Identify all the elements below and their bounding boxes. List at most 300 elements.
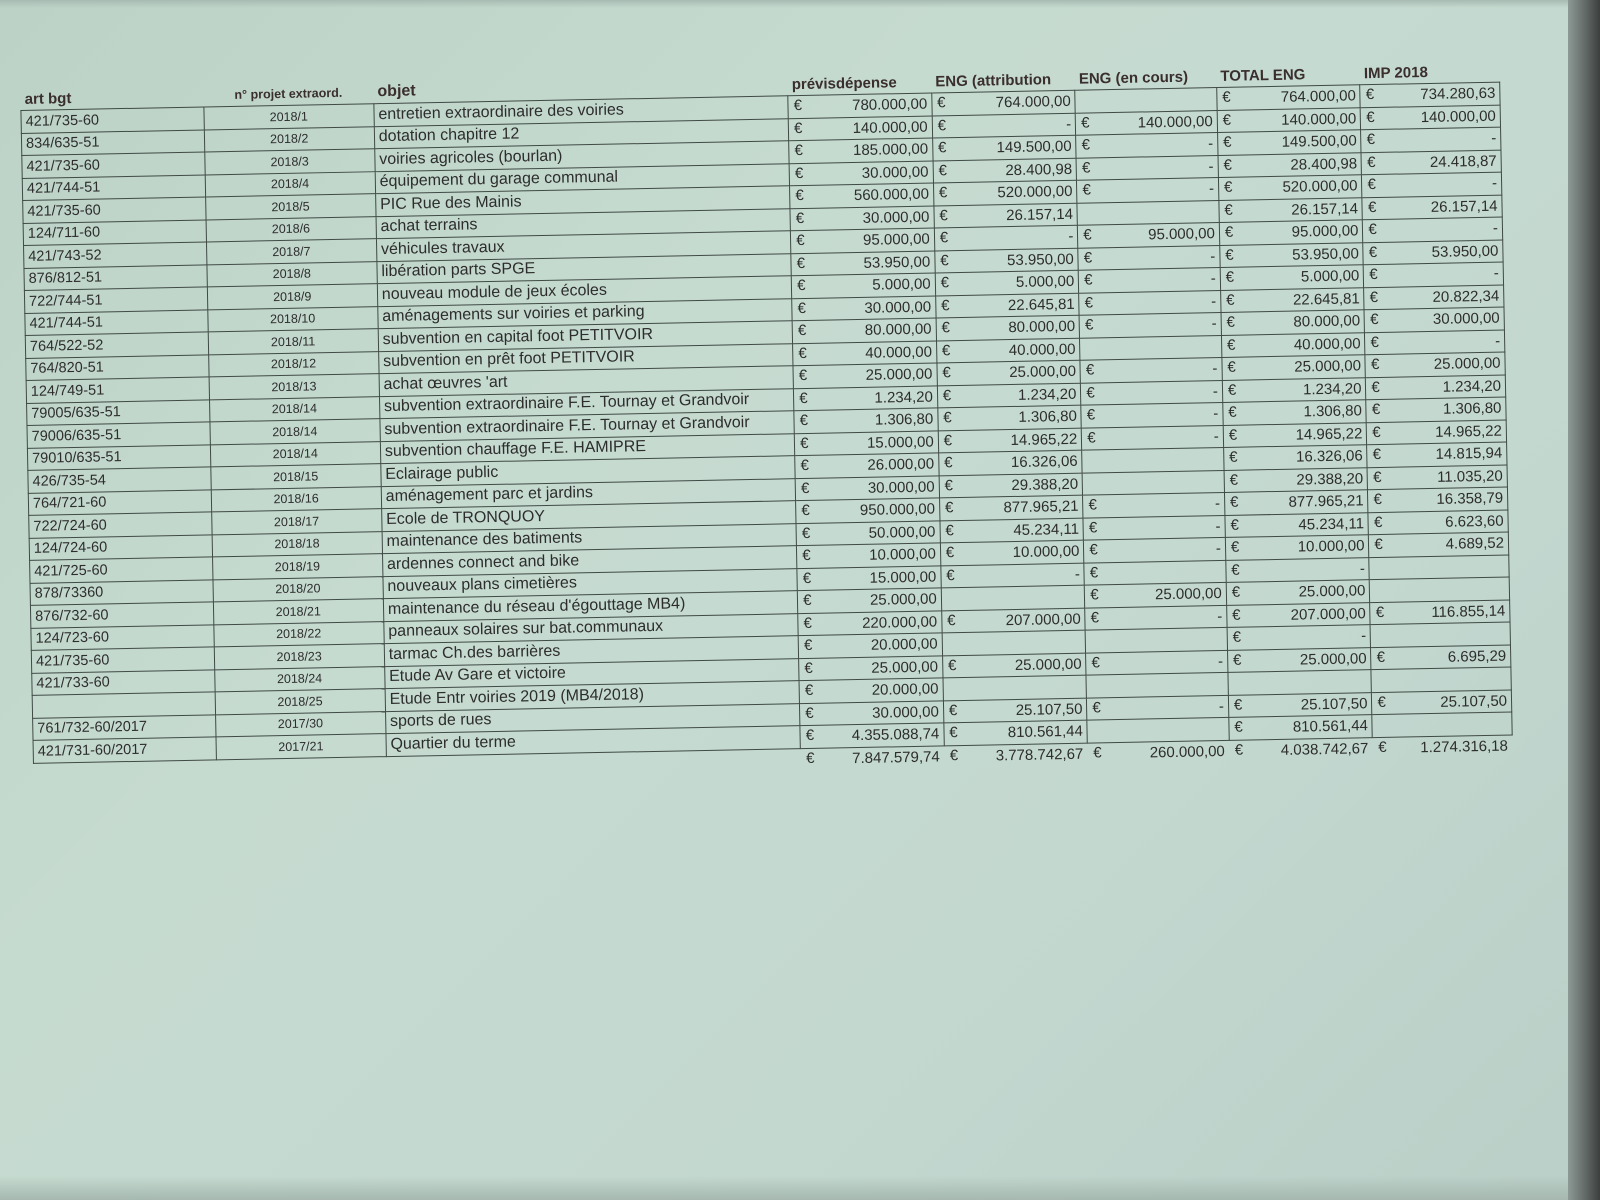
project-number-cell: 2017/30: [215, 711, 386, 737]
amount-value: 4.038.742,67: [1280, 739, 1369, 759]
euro-symbol: €: [1371, 378, 1380, 396]
project-number-cell: 2018/8: [206, 261, 377, 287]
euro-symbol: €: [798, 344, 807, 362]
amount-value: 810.561,44: [1292, 717, 1369, 736]
euro-symbol: €: [802, 569, 812, 587]
imp-2018-cell: [1369, 555, 1509, 580]
total-eng-cell: [1228, 670, 1372, 695]
object-cell: tarmac Ch.des barrières: [384, 636, 799, 666]
amount-value: -: [1214, 495, 1221, 513]
amount-value: 1.234,20: [1442, 377, 1502, 396]
eng-attribution-cell: [936, 315, 1080, 340]
eng-attribution-cell: [939, 473, 1083, 498]
project-number-cell: 2018/18: [212, 531, 383, 557]
imp-2018-cell: [1371, 667, 1511, 692]
budget-table: [20, 60, 1513, 786]
euro-symbol: €: [1086, 383, 1095, 402]
amount-value: -: [1494, 332, 1501, 350]
project-number-cell: 2018/15: [210, 464, 381, 490]
eng-en-cours-cell: [1076, 155, 1218, 180]
eng-en-cours-cell: [1075, 110, 1217, 135]
art-bgt-cell: 124/724-60: [29, 534, 212, 560]
imp-2018-cell: [1372, 712, 1512, 737]
total-eng-cell: [1229, 715, 1373, 740]
amount-value: 10.000,00: [1297, 537, 1365, 556]
euro-symbol: €: [1088, 518, 1098, 537]
amount-value: 140.000,00: [1281, 110, 1357, 129]
euro-symbol: €: [1371, 400, 1381, 419]
project-number-cell: 2018/14: [210, 419, 381, 445]
amount-value: 80.000,00: [1293, 312, 1361, 331]
amount-value: -: [1493, 264, 1499, 282]
amount-value: 1.306,80: [1303, 402, 1363, 421]
art-bgt-cell: 421/735-60: [31, 647, 214, 673]
amount-value: 30.000,00: [862, 208, 930, 227]
amount-value: 810.561,44: [1007, 722, 1084, 742]
amount-value: 14.965,22: [1295, 425, 1363, 444]
header-eng-attribution: ENG (attribution: [935, 70, 1052, 90]
euro-symbol: €: [941, 319, 951, 337]
total-eng-cell: [1222, 377, 1366, 402]
project-number-cell: 2018/14: [210, 441, 381, 467]
amount-value: 560.000,00: [853, 185, 930, 205]
euro-symbol: €: [800, 456, 810, 475]
imp-2018-cell: [1360, 82, 1500, 107]
amount-value: 16.326,06: [1010, 453, 1078, 472]
eng-en-cours-cell: [1084, 560, 1226, 585]
table-body: [21, 82, 1513, 785]
art-bgt-cell: 421/735-60: [21, 107, 204, 133]
forecast-amount-cell: [793, 340, 937, 365]
euro-symbol: €: [797, 321, 807, 340]
total-eng-cell: [1227, 602, 1371, 627]
euro-symbol: €: [1091, 653, 1101, 672]
total-total-cell: [1229, 737, 1373, 762]
art-bgt-cell: 764/522-52: [25, 332, 208, 358]
eng-en-cours-cell: [1085, 605, 1227, 630]
amount-value: 95.000,00: [1291, 222, 1359, 241]
art-bgt-cell: 124/749-51: [26, 377, 209, 403]
imp-2018-cell: [1367, 442, 1507, 467]
imp-2018-cell: [1364, 262, 1504, 287]
euro-symbol: €: [802, 546, 811, 565]
screen-right-frame: [1568, 0, 1600, 1200]
object-cell: maintenance des batiments: [382, 523, 797, 553]
amount-value: 22.645,81: [1292, 290, 1360, 309]
eng-attribution-cell: [941, 563, 1085, 588]
object-cell: aménagement parc et jardins: [381, 478, 796, 508]
amount-value: 29.388,20: [1011, 475, 1079, 494]
amount-value: 30.000,00: [1432, 309, 1500, 329]
euro-symbol: €: [1225, 268, 1235, 286]
project-number-cell: 2018/4: [205, 171, 376, 197]
forecast-amount-cell: [789, 138, 933, 163]
euro-symbol: €: [1084, 316, 1094, 334]
euro-symbol: €: [793, 119, 803, 137]
forecast-amount-cell: [791, 273, 935, 298]
euro-symbol: €: [1093, 743, 1102, 762]
euro-symbol: €: [1224, 223, 1234, 241]
eng-en-cours-cell: [1082, 425, 1224, 450]
object-cell: Ecole de TRONQUOY: [381, 501, 796, 531]
euro-symbol: €: [938, 184, 948, 202]
amount-value: 950.000,00: [859, 500, 936, 520]
amount-value: 764.000,00: [1280, 87, 1357, 107]
total-eng-cell: [1227, 625, 1371, 650]
imp-2018-cell: [1361, 105, 1501, 130]
amount-value: 40.000,00: [1008, 340, 1076, 359]
eng-en-cours-cell: [1087, 717, 1229, 742]
amount-value: -: [1210, 247, 1216, 265]
eng-attribution-cell: [944, 720, 1088, 745]
header-object: objet: [377, 82, 416, 101]
amount-value: -: [1068, 228, 1074, 246]
amount-value: 45.234,11: [1013, 520, 1080, 539]
amount-value: 149.500,00: [996, 138, 1072, 157]
euro-symbol: €: [945, 544, 955, 562]
object-cell: PIC Rue des Mainis: [375, 186, 790, 216]
amount-value: 5.000,00: [872, 275, 931, 294]
art-bgt-cell: 421/731-60/2017: [33, 737, 216, 763]
euro-symbol: €: [1373, 513, 1383, 531]
eng-attribution-cell: [933, 180, 1077, 205]
amount-value: -: [1359, 560, 1366, 578]
euro-symbol: €: [1234, 741, 1244, 759]
euro-symbol: €: [946, 566, 955, 584]
imp-2018-cell: [1365, 352, 1505, 377]
object-cell: achat terrains: [376, 208, 791, 238]
euro-symbol: €: [1229, 493, 1239, 511]
euro-symbol: €: [1092, 698, 1101, 717]
amount-value: 24.418,87: [1429, 152, 1497, 171]
euro-symbol: €: [1090, 586, 1099, 604]
project-number-cell: 2018/2: [204, 126, 375, 152]
euro-symbol: €: [1088, 496, 1098, 514]
amount-value: 1.274.316,18: [1420, 737, 1509, 756]
header-imp-2018: IMP 2018: [1363, 63, 1428, 82]
amount-value: 95.000,00: [1147, 225, 1216, 244]
forecast-amount-cell: [790, 183, 934, 208]
amount-value: -: [1361, 627, 1367, 645]
amount-value: 734.280,63: [1420, 84, 1496, 104]
eng-attribution-cell: [932, 135, 1076, 160]
total-prev-cell: [800, 745, 944, 770]
amount-value: 780.000,00: [852, 95, 928, 115]
eng-en-cours-cell: [1083, 515, 1225, 540]
eng-attribution-cell: [938, 450, 1082, 475]
eng-attribution-cell: [942, 630, 1086, 655]
eng-attribution-cell: [941, 608, 1085, 633]
amount-value: 14.965,22: [1010, 430, 1078, 449]
eng-attribution-cell: [938, 405, 1082, 430]
total-eng-cell: [1220, 265, 1364, 290]
object-cell: Quartier du terme: [386, 726, 801, 756]
euro-symbol: €: [1089, 541, 1098, 559]
euro-symbol: €: [1090, 608, 1100, 627]
total-eng-cell: [1225, 512, 1369, 537]
euro-symbol: €: [796, 276, 806, 295]
euro-symbol: €: [1367, 175, 1377, 194]
amount-value: -: [1210, 270, 1216, 288]
amount-value: 22.645,81: [1007, 295, 1075, 314]
imp-2018-cell: [1367, 465, 1507, 490]
euro-symbol: €: [945, 521, 954, 539]
forecast-amount-cell: [799, 655, 943, 680]
eng-en-cours-cell: [1082, 447, 1224, 472]
total-eng-cell: [1217, 107, 1361, 132]
euro-symbol: €: [1374, 535, 1383, 554]
total-eng-cell: [1228, 692, 1372, 717]
object-cell: aménagements sur voiries et parking: [378, 298, 793, 328]
amount-value: 10.000,00: [868, 545, 937, 565]
euro-symbol: €: [1084, 293, 1094, 312]
imp-2018-cell: [1363, 240, 1503, 265]
amount-value: -: [1491, 129, 1497, 148]
eng-en-cours-cell: [1079, 267, 1221, 292]
amount-value: -: [1218, 697, 1225, 715]
eng-en-cours-cell: [1086, 672, 1228, 697]
project-number-cell: 2018/7: [206, 239, 377, 265]
total-eng-cell: [1219, 220, 1363, 245]
project-number-cell: 2018/14: [209, 396, 380, 422]
euro-symbol: €: [1225, 246, 1234, 264]
amount-value: 53.950,00: [863, 253, 931, 272]
euro-symbol: €: [795, 209, 805, 227]
project-number-cell: 2018/20: [213, 576, 384, 602]
euro-symbol: €: [1365, 86, 1375, 104]
amount-value: 20.000,00: [871, 680, 939, 700]
amount-value: 25.107,50: [1300, 694, 1368, 714]
forecast-amount-cell: [800, 723, 944, 748]
amount-value: 25.000,00: [1154, 585, 1222, 604]
euro-symbol: €: [797, 299, 807, 317]
euro-symbol: €: [1089, 563, 1099, 582]
imp-2018-cell: [1365, 330, 1505, 355]
amount-value: 26.157,14: [1006, 205, 1074, 224]
amount-value: 28.400,98: [1005, 160, 1073, 179]
object-cell: nouveaux plans cimetières: [383, 568, 798, 598]
euro-symbol: €: [946, 611, 956, 629]
total-eng-cell: [1227, 647, 1371, 672]
eng-en-cours-cell: [1083, 492, 1225, 517]
amount-value: 185.000,00: [852, 140, 929, 160]
imp-2018-cell: [1363, 217, 1503, 242]
amount-value: 40.000,00: [1293, 335, 1361, 354]
euro-symbol: €: [944, 476, 954, 494]
amount-value: 25.000,00: [871, 658, 939, 677]
imp-2018-cell: [1367, 420, 1507, 445]
forecast-amount-cell: [795, 453, 939, 478]
project-number-cell: 2018/12: [208, 351, 379, 377]
euro-symbol: €: [1229, 448, 1238, 466]
amount-value: 53.950,00: [1431, 242, 1499, 261]
eng-en-cours-cell: [1078, 223, 1220, 248]
amount-value: 1.306,80: [1442, 399, 1502, 418]
amount-value: 6.623,60: [1445, 512, 1504, 531]
object-cell: sports de rues: [385, 703, 800, 733]
euro-symbol: €: [1227, 381, 1237, 399]
amount-value: 26.000,00: [867, 455, 935, 475]
euro-symbol: €: [938, 161, 948, 179]
art-bgt-cell: 421/725-60: [30, 557, 213, 583]
forecast-amount-cell: [795, 475, 939, 500]
euro-symbol: €: [1232, 651, 1242, 669]
eng-en-cours-cell: [1079, 290, 1221, 315]
total-eng-cell: [1221, 332, 1365, 357]
euro-symbol: €: [1369, 310, 1379, 329]
eng-attribution-cell: [935, 270, 1079, 295]
amount-value: 5.000,00: [1015, 273, 1075, 292]
amount-value: 4.689,52: [1445, 534, 1505, 553]
eng-en-cours-cell: [1078, 245, 1220, 270]
amount-value: 25.000,00: [1299, 650, 1367, 669]
eng-en-cours-cell: [1081, 380, 1223, 405]
art-bgt-cell: 421/735-60: [23, 197, 206, 223]
euro-symbol: €: [1223, 178, 1233, 196]
art-bgt-cell: 124/723-60: [31, 624, 214, 650]
forecast-amount-cell: [798, 633, 942, 658]
euro-symbol: €: [795, 186, 804, 205]
amount-value: 1.306,80: [1018, 408, 1077, 427]
total-eng-cell: [1218, 152, 1362, 177]
euro-symbol: €: [804, 659, 813, 677]
art-bgt-cell: 764/820-51: [26, 354, 209, 380]
amount-value: -: [1492, 219, 1499, 237]
amount-value: 4.355.088,74: [851, 725, 940, 745]
euro-symbol: €: [1369, 288, 1379, 306]
amount-value: 16.358,79: [1436, 489, 1504, 509]
amount-value: 15.000,00: [866, 433, 934, 452]
project-number-cell: 2018/25: [215, 689, 386, 715]
euro-symbol: €: [799, 411, 809, 430]
imp-2018-cell: [1370, 599, 1510, 624]
euro-symbol: €: [800, 479, 810, 497]
euro-symbol: €: [1222, 133, 1232, 151]
euro-symbol: €: [1373, 490, 1383, 509]
screen-top-edge: [0, 0, 1568, 8]
euro-symbol: €: [1372, 468, 1382, 486]
amount-value: 140.000,00: [1420, 107, 1496, 126]
imp-2018-cell: [1362, 195, 1502, 220]
forecast-amount-cell: [789, 160, 933, 185]
imp-2018-cell: [1361, 127, 1501, 152]
amount-value: 520.000,00: [997, 183, 1073, 202]
object-cell: Eclairage public: [381, 456, 796, 486]
euro-symbol: €: [1366, 108, 1375, 126]
euro-symbol: €: [806, 749, 815, 767]
total-att-cell: [944, 743, 1088, 768]
empty-cell: [216, 756, 387, 782]
project-number-cell: 2018/1: [203, 104, 374, 130]
euro-symbol: €: [802, 591, 812, 610]
amount-value: 1.234,20: [1017, 385, 1077, 404]
euro-symbol: €: [796, 231, 805, 250]
amount-value: 149.500,00: [1281, 132, 1357, 152]
eng-en-cours-cell: [1086, 650, 1228, 675]
euro-symbol: €: [1081, 136, 1091, 154]
eng-attribution-cell: [934, 225, 1078, 250]
euro-symbol: €: [1086, 406, 1096, 424]
amount-value: 25.107,50: [1015, 700, 1083, 719]
euro-symbol: €: [1228, 403, 1237, 421]
imp-2018-cell: [1370, 622, 1510, 647]
amount-value: 140.000,00: [852, 118, 928, 137]
total-eng-cell: [1220, 242, 1364, 267]
eng-en-cours-cell: [1082, 470, 1224, 495]
project-number-cell: 2018/16: [211, 486, 382, 512]
euro-symbol: €: [939, 229, 949, 247]
eng-en-cours-cell: [1084, 537, 1226, 562]
euro-symbol: €: [1369, 265, 1378, 284]
euro-symbol: €: [1370, 333, 1380, 351]
euro-symbol: €: [1232, 628, 1242, 646]
screen-bottom-edge: [0, 1176, 1568, 1200]
euro-symbol: €: [805, 704, 814, 722]
euro-symbol: €: [1372, 445, 1382, 464]
total-eng-cell: [1217, 130, 1361, 155]
euro-symbol: €: [1225, 291, 1235, 309]
forecast-amount-cell: [793, 363, 937, 388]
total-eng-cell: [1222, 355, 1366, 380]
amount-value: 140.000,00: [1137, 112, 1213, 132]
amount-value: 40.000,00: [865, 343, 933, 362]
amount-value: -: [1207, 135, 1214, 153]
project-number-cell: 2018/11: [208, 329, 379, 355]
euro-symbol: €: [942, 386, 952, 404]
amount-value: 15.000,00: [869, 568, 937, 587]
total-eng-cell: [1219, 197, 1363, 222]
total-eng-cell: [1218, 175, 1362, 200]
amount-value: 26.157,14: [1291, 200, 1359, 219]
header-total-eng: TOTAL ENG: [1220, 65, 1306, 85]
amount-value: -: [1211, 315, 1217, 333]
amount-value: -: [1217, 607, 1223, 625]
euro-symbol: €: [1226, 313, 1236, 331]
amount-value: -: [1213, 427, 1219, 445]
object-cell: ardennes connect and bike: [382, 546, 797, 576]
euro-symbol: €: [1082, 181, 1091, 199]
euro-symbol: €: [1378, 738, 1387, 756]
forecast-amount-cell: [797, 588, 941, 613]
euro-symbol: €: [949, 746, 959, 764]
art-bgt-cell: 79005/635-51: [27, 399, 210, 425]
art-bgt-cell: 764/721-60: [28, 489, 211, 515]
imp-2018-cell: [1371, 644, 1511, 669]
euro-symbol: €: [1223, 156, 1233, 174]
total-eng-cell: [1220, 287, 1364, 312]
amount-value: 5.000,00: [1300, 267, 1360, 286]
eng-attribution-cell: [938, 428, 1082, 453]
forecast-amount-cell: [797, 543, 941, 568]
amount-value: 53.950,00: [1291, 245, 1360, 264]
amount-value: 25.000,00: [865, 365, 933, 385]
amount-value: 20.822,34: [1432, 287, 1500, 306]
euro-symbol: €: [1232, 606, 1241, 624]
eng-attribution-cell: [936, 338, 1080, 363]
amount-value: -: [1213, 405, 1219, 423]
art-bgt-cell: 421/735-60: [22, 152, 205, 178]
art-bgt-cell: 722/744-51: [24, 287, 207, 313]
project-number-cell: 2018/23: [214, 644, 385, 670]
euro-symbol: €: [798, 366, 808, 385]
euro-symbol: €: [804, 681, 814, 700]
empty-cell: [33, 759, 216, 785]
object-cell: subvention en prêt foot PETITVOIR: [378, 343, 793, 373]
amount-value: 25.000,00: [1014, 655, 1082, 674]
eng-attribution-cell: [932, 90, 1076, 115]
object-cell: équipement du garage communal: [375, 163, 790, 193]
project-number-cell: 2018/22: [213, 621, 384, 647]
